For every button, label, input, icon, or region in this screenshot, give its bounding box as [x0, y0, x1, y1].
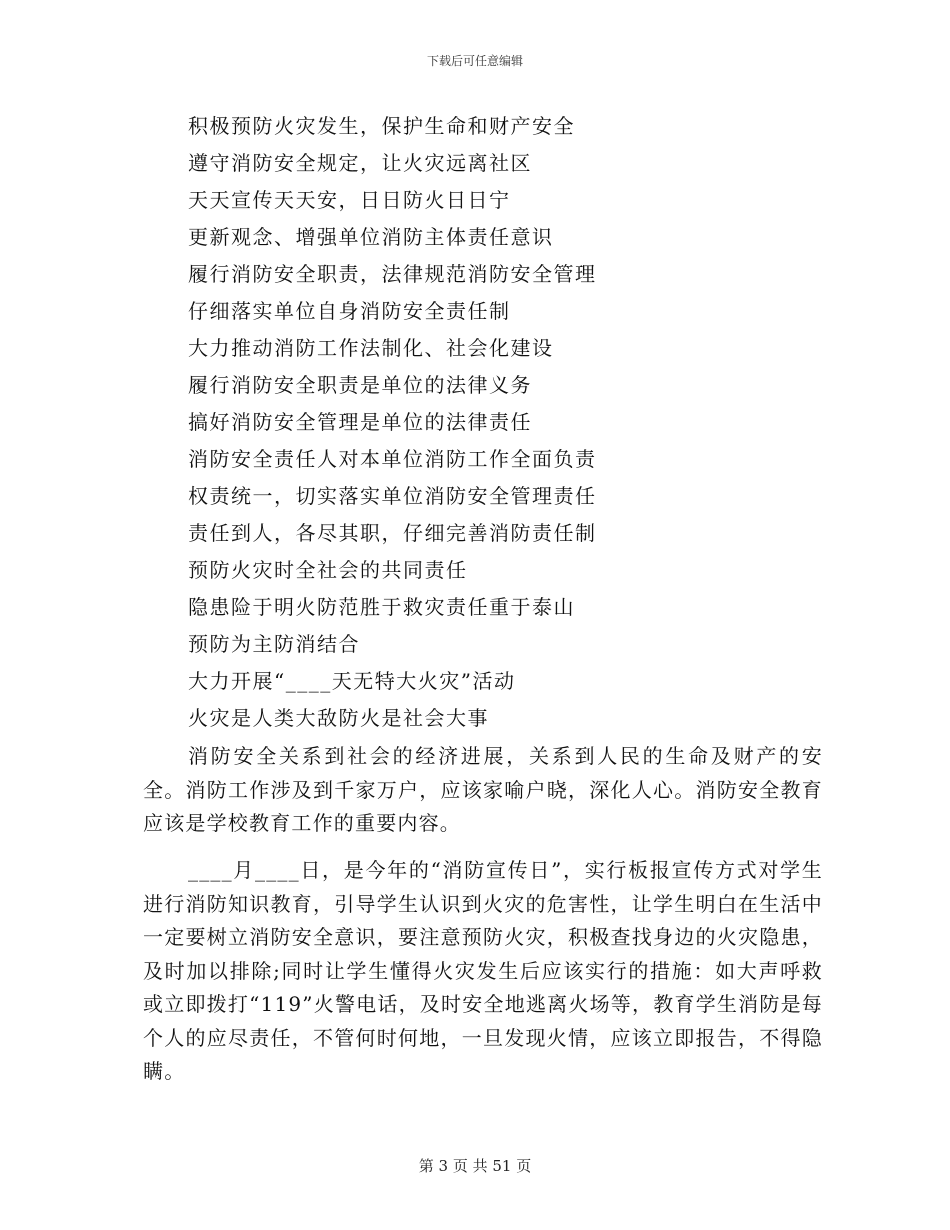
slogan-line: 搞好消防安全管理是单位的法律责任: [188, 410, 532, 434]
page-header: 下载后可任意编辑: [426, 54, 523, 68]
slogan-line: 更新观念、增强单位消防主体责任意识: [188, 225, 554, 249]
slogan-line: 大力推动消防工作法制化、社会化建设: [188, 336, 554, 360]
slogan-line: 预防火灾时全社会的共同责任: [188, 558, 468, 582]
body-paragraph-fire-day: ____月____日，是今年的“消防宣传日”，实行板报宣传方式对学生进行消防知识教育，引导学生认识到火灾的危害性，让学生明白在生活中一定要树立消防安全意识，要注意预防火灾，积极查找身边的火灾隐患，及时加以排除;同时让学生懂得火灾发生后应该实行的措施：如大声呼救或立即拨打“119”火警电话，及时安全地逃离火场等，教育学生消防是每个人的应尽责任，不管何时何地，一旦发现火情，应该立即报告，不得隐瞒。: [143, 858, 823, 1083]
body-paragraph-safety-education: 消防安全关系到社会的经济进展，关系到人民的生命及财产的安全。消防工作涉及到千家万户，应该家喻户晓，深化人心。消防安全教育应该是学校教育工作的重要内容。: [143, 744, 823, 835]
slogan-line: 预防为主防消结合: [188, 632, 360, 656]
slogan-line: 积极预防火灾发生，保护生命和财产安全: [188, 114, 575, 138]
slogan-line: 大力开展“____天无特大火灾”活动: [188, 669, 516, 693]
slogan-line: 消防安全责任人对本单位消防工作全面负责: [188, 447, 597, 471]
slogan-line: 权责统一，切实落实单位消防安全管理责任: [188, 484, 597, 508]
slogan-line: 履行消防安全职责，法律规范消防安全管理: [188, 262, 597, 286]
slogan-line: 履行消防安全职责是单位的法律义务: [188, 373, 532, 397]
slogan-line: 火灾是人类大敌防火是社会大事: [188, 706, 489, 730]
slogan-line: 遵守消防安全规定，让火灾远离社区: [188, 151, 532, 175]
slogan-line: 隐患险于明火防范胜于救灾责任重于泰山: [188, 595, 575, 619]
slogan-line: 天天宣传天天安，日日防火日日宁: [188, 188, 511, 212]
slogan-list: [188, 112, 597, 741]
slogan-line: 责任到人，各尽其职，仔细完善消防责任制: [188, 521, 597, 545]
slogan-line: 仔细落实单位自身消防安全责任制: [188, 299, 511, 323]
page-number: 第 3 页 共 51 页: [418, 1157, 532, 1175]
